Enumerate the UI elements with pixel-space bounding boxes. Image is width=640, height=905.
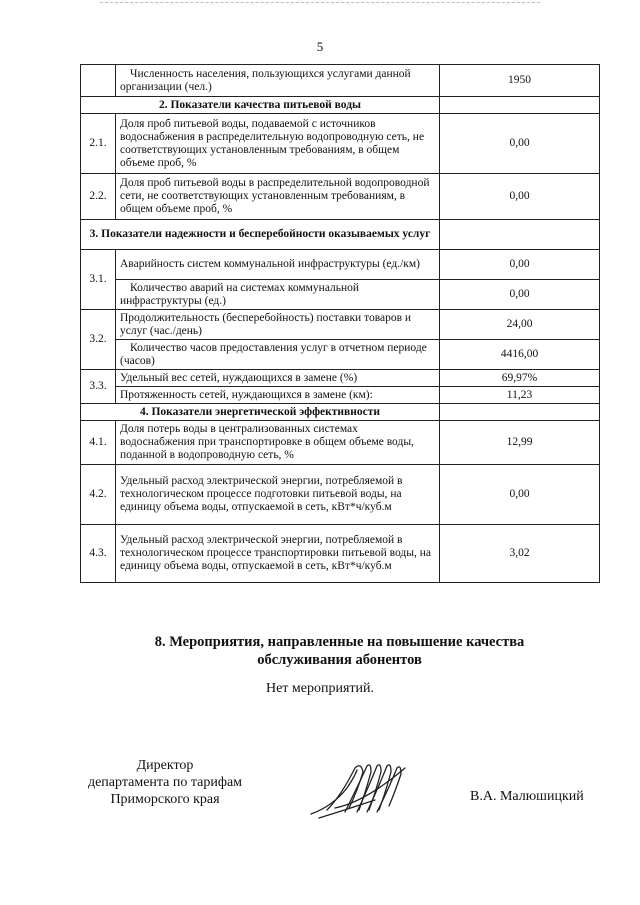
indicator-name: Доля проб питьевой воды в распределительной водопроводной сети, не соответствующих установленным требованиям, в общем объеме проб, % xyxy=(116,174,440,220)
indicator-value: 0,00 xyxy=(440,280,600,310)
table-row xyxy=(81,525,600,583)
indicator-name: Доля потерь воды в централизованных системах водоснабжения при транспортировке в общем объеме воды, поданной в водопроводную сеть, % xyxy=(116,421,440,465)
indicator-value: 0,00 xyxy=(440,174,600,220)
section-title: 2. Показатели качества питьевой воды xyxy=(81,97,440,114)
indicator-name: Количество аварий на системах коммунальной инфраструктуры (ед.) xyxy=(116,280,440,310)
indicators-table xyxy=(80,64,600,583)
signatory-name: В.А. Малюшицкий xyxy=(470,789,584,804)
section-8-title-line2: обслуживания абонентов xyxy=(257,652,422,668)
section-8-title-line1: 8. Мероприятия, направленные на повышение качества xyxy=(154,634,525,650)
row-number: 2.1. xyxy=(81,114,116,174)
indicator-name: Аварийность систем коммунальной инфраструктуры (ед./км) xyxy=(116,250,440,280)
scan-top-edge xyxy=(100,2,540,3)
row-number xyxy=(81,65,116,97)
indicator-name: Удельный расход электрической энергии, потребляемой в технологическом процессе подготовки питьевой воды, на единицу объема воды, отпускаемой в сеть, кВт*ч/куб.м xyxy=(116,465,440,525)
indicator-name: Численность населения, пользующихся услугами данной организации (чел.) xyxy=(116,65,440,97)
row-number: 3.3. xyxy=(81,370,116,404)
indicator-value: 3,02 xyxy=(440,525,600,583)
indicator-name: Протяженность сетей, нуждающихся в замене (км): xyxy=(116,387,440,404)
table-row xyxy=(81,174,600,220)
position-line3: Приморского края xyxy=(110,792,220,807)
table-row xyxy=(81,250,600,280)
table-row xyxy=(81,465,600,525)
indicator-value: 69,97% xyxy=(440,370,600,387)
table-row xyxy=(81,387,600,404)
indicator-value: 11,23 xyxy=(440,387,600,404)
table-row xyxy=(81,340,600,370)
indicator-value: 0,00 xyxy=(440,250,600,280)
section-value-empty xyxy=(440,404,600,421)
indicator-value: 0,00 xyxy=(440,465,600,525)
row-number: 4.1. xyxy=(81,421,116,465)
row-number: 4.3. xyxy=(81,525,116,583)
indicator-name: Удельный расход электрической энергии, потребляемой в технологическом процессе транспортировки питьевой воды, на единицу объема воды, отпускаемой в сеть, кВт*ч/куб.м xyxy=(116,525,440,583)
indicator-name: Удельный вес сетей, нуждающихся в замене (%) xyxy=(116,370,440,387)
section-value-empty xyxy=(440,97,600,114)
position-line2: департамента по тарифам xyxy=(87,775,243,790)
row-number: 2.2. xyxy=(81,174,116,220)
row-number: 3.2. xyxy=(81,310,116,370)
indicator-value: 12,99 xyxy=(440,421,600,465)
table-row xyxy=(81,65,600,97)
indicator-value: 4416,00 xyxy=(440,340,600,370)
row-number: 4.2. xyxy=(81,465,116,525)
indicator-value: 1950 xyxy=(440,65,600,97)
table-row xyxy=(81,114,600,174)
section-row xyxy=(81,404,600,421)
section-row xyxy=(81,97,600,114)
table-row xyxy=(81,310,600,340)
signatory-position xyxy=(60,757,270,808)
table-row xyxy=(81,370,600,387)
section-title: 4. Показатели энергетической эффективности xyxy=(81,404,440,421)
indicator-name: Доля проб питьевой воды, подаваемой с источников водоснабжения в распределительную водопроводную сеть, не соответствующих установленным требованиям, в общем объеме проб, % xyxy=(116,114,440,174)
indicator-name: Продолжительность (бесперебойность) поставки товаров и услуг (час./день) xyxy=(116,310,440,340)
indicator-value: 0,00 xyxy=(440,114,600,174)
table-row xyxy=(81,421,600,465)
page-number: 5 xyxy=(316,39,324,54)
section-8-heading xyxy=(80,633,599,669)
indicator-name: Количество часов предоставления услуг в отчетном периоде (часов) xyxy=(116,340,440,370)
section-row xyxy=(81,220,600,250)
section-title: 3. Показатели надежности и бесперебойности оказываемых услуг xyxy=(81,220,440,250)
handwritten-signature xyxy=(305,758,415,828)
position-line1: Директор xyxy=(136,758,194,773)
no-measures-text: Нет мероприятий. xyxy=(265,681,375,696)
indicator-value: 24,00 xyxy=(440,310,600,340)
table-row xyxy=(81,280,600,310)
row-number: 3.1. xyxy=(81,250,116,310)
section-value-empty xyxy=(440,220,600,250)
